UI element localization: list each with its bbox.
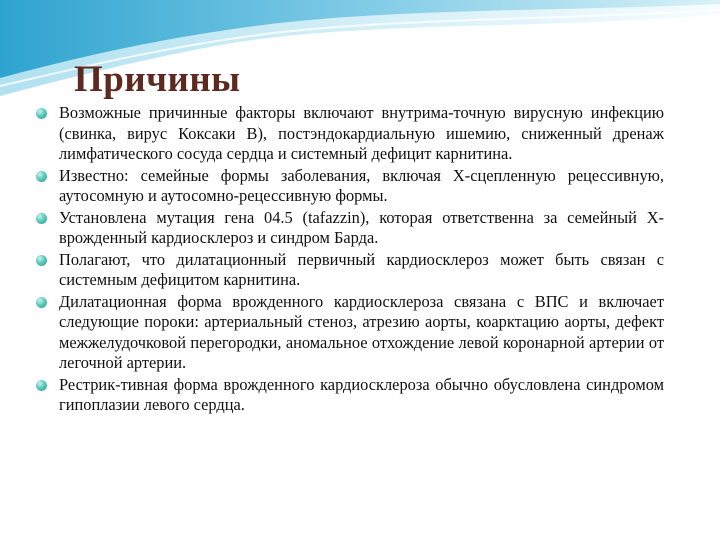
bullet-text: Установлена мутация гена 04.5 (tafazzin), которая ответственна за семейный Х- врожденный кардиосклероз и синдром Барда. [59,207,664,247]
bullet-item [36,250,664,291]
bullet-item [36,208,664,249]
bullet-dot-icon [36,108,47,119]
bullet-dot-icon [36,213,47,224]
bullet-item [36,375,664,416]
bullet-dot-icon [36,171,47,182]
bullet-text: Известно: семейные формы заболевания, включая Х-сцепленную рецессивную, аутосомную и аутосомно-рецессивную формы. [59,165,664,205]
bullet-text: Полагают, что дилатационный первичный кардиосклероз может быть связан с системным дефицитом карнитина. [59,249,664,289]
bullet-text: Рестрик-тивная форма врожденного кардиосклероза обычно обусловлена синдромом гипоплазии левого сердца. [59,374,664,414]
bullet-text: Возможные причинные факторы включают внутрима-точную вирусную инфекцию (свинка, вирус Коксаки В), постэндокардиальную ишемию, сниженный дренаж лимфатического сосуда сердца и системный дефицит карнитина. [59,103,664,163]
bullet-dot-icon [36,297,47,308]
bullet-dot-icon [36,380,47,391]
bullet-dot-icon [36,255,47,266]
bullet-text: Дилатационная форма врожденного кардиосклероза связана с ВПС и включает следующие пороки: артериальный стеноз, атрезию аорты, коарктацию аорты, дефект межжелудочковой перегородки, аномальное отхождение левой коронарной артерии от легочной артерии. [59,291,664,372]
bullet-list [36,103,664,417]
bullet-item [36,292,664,374]
bullet-item [36,166,664,207]
bullet-item [36,103,664,165]
slide-title: Причины [74,59,241,100]
